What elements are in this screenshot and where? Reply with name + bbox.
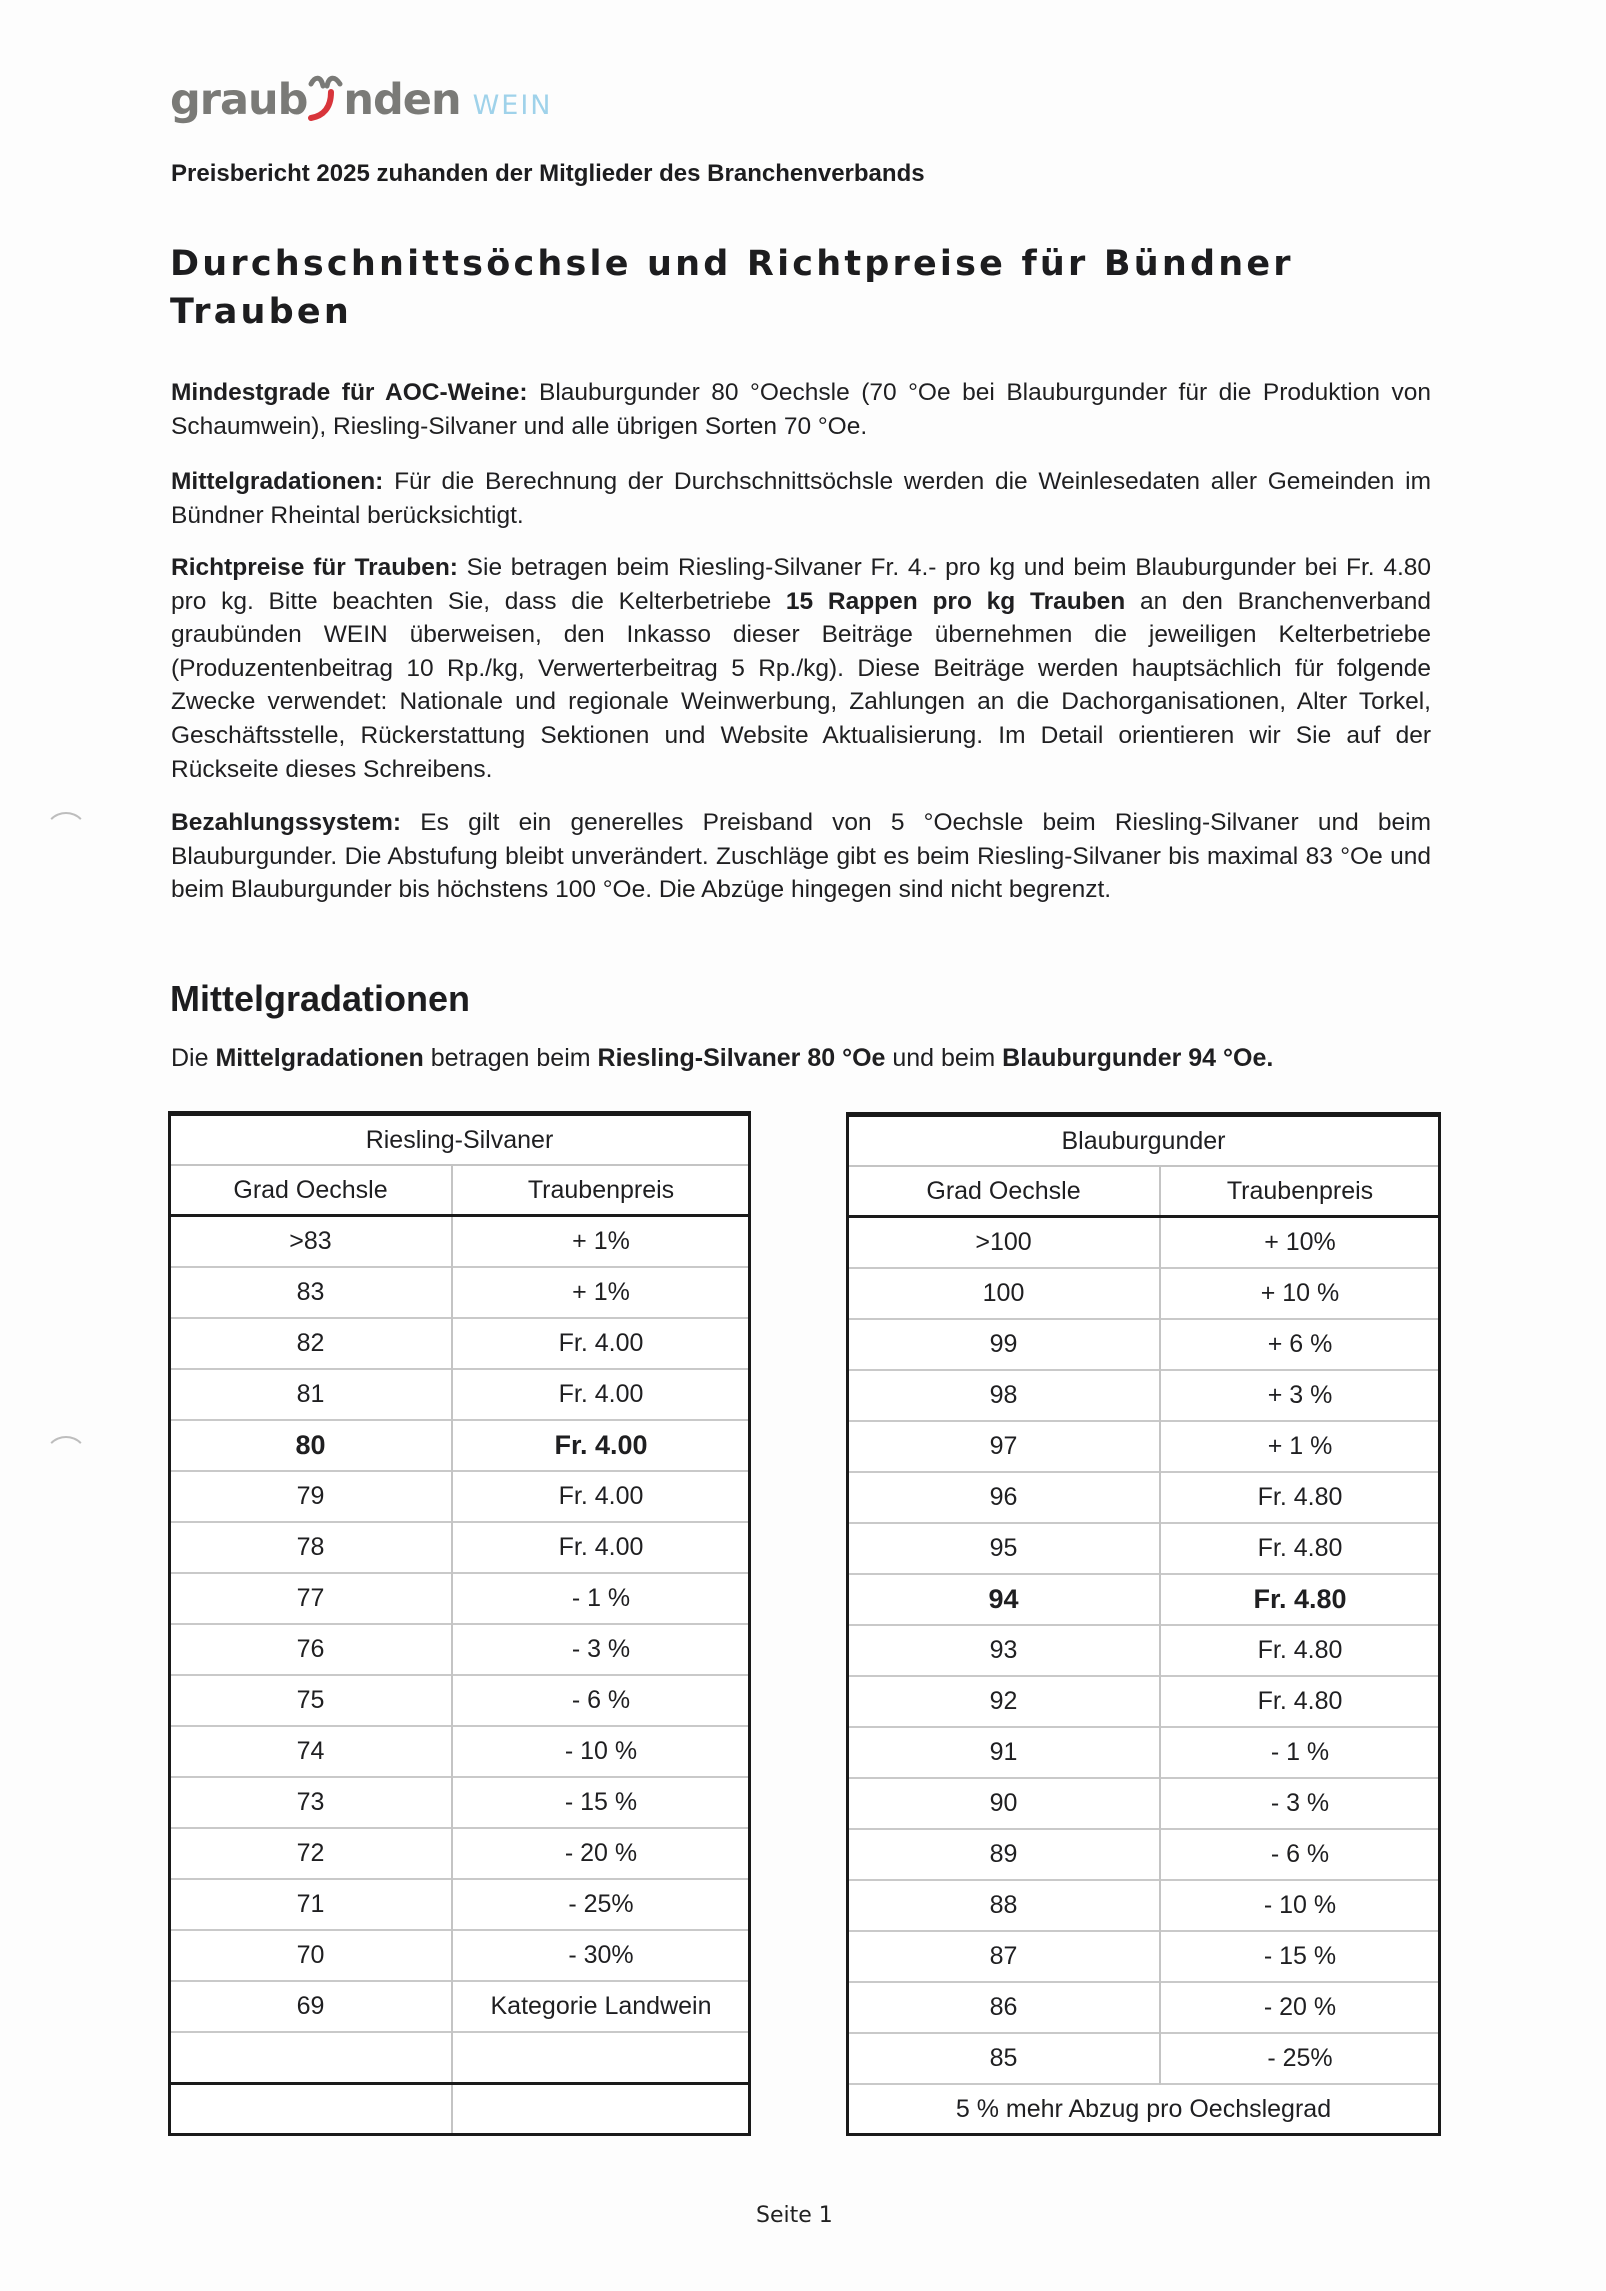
table-row [848, 1574, 1439, 1625]
intro-emphasis: Riesling-Silvaner 80 °Oe [597, 1044, 886, 1072]
traubenpreis-cell: - 15 % [1160, 1931, 1439, 1982]
traubenpreis-cell: + 1% [452, 1216, 749, 1268]
table-row [170, 1777, 749, 1828]
traubenpreis-cell: - 20 % [452, 1828, 749, 1879]
table-body [170, 1216, 749, 2135]
page-title: Durchschnittsöchsle und Richtpreise für Bündner Trauben [170, 244, 1294, 332]
traubenpreis-cell: + 6 % [1160, 1319, 1439, 1370]
table-row [170, 1522, 749, 1573]
table-row [848, 1472, 1439, 1523]
traubenpreis-cell [452, 2032, 749, 2084]
grad-oechsle-cell: 72 [170, 1828, 452, 1879]
paragraph-richtpreise [171, 551, 1431, 786]
grad-oechsle-cell: 69 [170, 1981, 452, 2032]
traubenpreis-cell: Fr. 4.80 [1160, 1574, 1439, 1625]
table-row [170, 1930, 749, 1981]
paragraph-text: Es gilt ein generelles Preisband von 5 °Oechsle beim Riesling-Silvaner und beim Blauburgunder. Die Abstufung bleibt unverändert. Zuschläge gibt es beim Riesling-Silvaner bis maximal 83 °Oe und beim Blauburgunder bis höchstens 100 °Oe. Die Abzüge hingegen sind nicht begrenzt. [171, 809, 1431, 904]
grad-oechsle-cell: 87 [848, 1931, 1160, 1982]
traubenpreis-cell: - 30% [452, 1930, 749, 1981]
table-row [170, 1471, 749, 1522]
paragraph-emphasis: 15 Rappen pro kg Trauben [785, 587, 1126, 615]
traubenpreis-cell: - 10 % [452, 1726, 749, 1777]
table-row [848, 1217, 1439, 1269]
grad-oechsle-cell: 98 [848, 1370, 1160, 1421]
table-row [848, 1523, 1439, 1574]
grad-oechsle-cell: 76 [170, 1624, 452, 1675]
traubenpreis-cell: Fr. 4.00 [452, 1471, 749, 1522]
traubenpreis-cell: Fr. 4.80 [1160, 1676, 1439, 1727]
paragraph-bezahlungssystem [171, 806, 1431, 907]
traubenpreis-cell: Fr. 4.00 [452, 1318, 749, 1369]
intro-text: und beim [885, 1044, 1003, 1072]
grad-oechsle-cell: 97 [848, 1421, 1160, 1472]
grad-oechsle-cell: 80 [170, 1420, 452, 1471]
table-row [848, 1982, 1439, 2033]
traubenpreis-cell: - 20 % [1160, 1982, 1439, 2033]
paragraph-label: Mindestgrade für AOC-Weine: [171, 379, 528, 406]
logo-suffix: WEIN [472, 90, 553, 121]
column-header-grad-oechsle: Grad Oechsle [848, 1166, 1160, 1217]
logo-word-left: graub [170, 75, 308, 125]
intro-emphasis: Mittelgradationen [215, 1044, 424, 1072]
grad-oechsle-cell: 81 [170, 1369, 452, 1420]
grad-oechsle-cell: 92 [848, 1676, 1160, 1727]
table-footnote: 5 % mehr Abzug pro Oechslegrad [848, 2084, 1439, 2134]
logo-u-mark-icon [307, 72, 343, 122]
grad-oechsle-cell: 96 [848, 1472, 1160, 1523]
table-row [170, 1828, 749, 1879]
traubenpreis-cell: - 25% [452, 1879, 749, 1930]
table-row [170, 1369, 749, 1420]
paragraph-label: Mittelgradationen: [171, 468, 384, 495]
table-row [848, 1319, 1439, 1370]
table-row [848, 1778, 1439, 1829]
traubenpreis-cell: - 15 % [452, 1777, 749, 1828]
grad-oechsle-cell: 93 [848, 1625, 1160, 1676]
table-row [848, 1880, 1439, 1931]
table-title: Blauburgunder [848, 1116, 1439, 1167]
table-row [848, 1829, 1439, 1880]
table-row [170, 1726, 749, 1777]
paragraph-text: an den Branchenverband graubünden WEIN überweisen, den Inkasso dieser Beiträge übernehmen die jeweiligen Kelterbetriebe (Produzentenbeitrag 10 Rp./kg, Verwerterbeitrag 5 Rp./kg). Diese Beiträge werden hauptsächlich für folgende Zwecke verwendet: Nationale und regionale Weinwerbung, Zahlungen an die Dachorganisationen, Alter Torkel, Geschäftsstelle, Rückerstattung Sektionen und Website Aktualisierung. Im Detail orientieren wir Sie auf der Rückseite dieses Schreibens. [171, 587, 1431, 783]
section-heading: Mittelgradationen [170, 978, 471, 1019]
traubenpreis-cell: + 10% [1160, 1217, 1439, 1269]
intro-text: betragen beim [423, 1044, 598, 1072]
grad-oechsle-cell: 79 [170, 1471, 452, 1522]
traubenpreis-cell: Fr. 4.00 [452, 1522, 749, 1573]
table-row [170, 1879, 749, 1930]
traubenpreis-cell: - 1 % [1160, 1727, 1439, 1778]
table-row [170, 2032, 749, 2084]
blauburgunder-table [848, 1114, 1439, 2134]
riesling-silvaner-table [170, 1113, 749, 2134]
grad-oechsle-cell: 88 [848, 1880, 1160, 1931]
grad-oechsle-cell: 83 [170, 1267, 452, 1318]
table-title: Riesling-Silvaner [170, 1115, 749, 1166]
grad-oechsle-cell: 82 [170, 1318, 452, 1369]
grad-oechsle-cell: 74 [170, 1726, 452, 1777]
table-row [170, 1267, 749, 1318]
table-row [848, 1268, 1439, 1319]
table-row [848, 1625, 1439, 1676]
grad-oechsle-cell: 90 [848, 1778, 1160, 1829]
traubenpreis-cell: - 10 % [1160, 1880, 1439, 1931]
table-row [848, 1421, 1439, 1472]
table-row [170, 1420, 749, 1471]
paragraph-label: Bezahlungssystem: [171, 809, 402, 836]
traubenpreis-cell: - 1 % [452, 1573, 749, 1624]
table-row [170, 1981, 749, 2032]
table-row [170, 1573, 749, 1624]
table-row [170, 2084, 749, 2135]
paragraph-text: Für die Berechnung der Durchschnittsöchsle werden die Weinlesedaten aller Gemeinden im Bündner Rheintal berücksichtigt. [171, 468, 1431, 529]
grad-oechsle-cell: 73 [170, 1777, 452, 1828]
table-row [170, 1318, 749, 1369]
table-row [848, 1676, 1439, 1727]
traubenpreis-cell: + 3 % [1160, 1370, 1439, 1421]
table-row [848, 1931, 1439, 1982]
traubenpreis-cell: Fr. 4.00 [452, 1369, 749, 1420]
grad-oechsle-cell: 77 [170, 1573, 452, 1624]
traubenpreis-cell: + 1% [452, 1267, 749, 1318]
punch-hole-mark-icon [44, 812, 88, 856]
grad-oechsle-cell: 78 [170, 1522, 452, 1573]
traubenpreis-cell: Fr. 4.00 [452, 1420, 749, 1471]
grad-oechsle-cell: 100 [848, 1268, 1160, 1319]
logo-word-right: nden [343, 75, 461, 125]
paragraph-mittelgradationen [171, 465, 1431, 532]
table-row [170, 1624, 749, 1675]
traubenpreis-cell: Fr. 4.80 [1160, 1625, 1439, 1676]
column-header-traubenpreis: Traubenpreis [1160, 1166, 1439, 1217]
intro-emphasis: Blauburgunder 94 °Oe. [1002, 1044, 1274, 1072]
grad-oechsle-cell: 99 [848, 1319, 1160, 1370]
traubenpreis-cell [452, 2084, 749, 2135]
punch-hole-mark-icon [44, 1436, 88, 1480]
grad-oechsle-cell: 95 [848, 1523, 1160, 1574]
section-intro [171, 1044, 1273, 1073]
grad-oechsle-cell [170, 2032, 452, 2084]
table-row [848, 1727, 1439, 1778]
traubenpreis-cell: - 6 % [452, 1675, 749, 1726]
column-header-grad-oechsle: Grad Oechsle [170, 1165, 452, 1216]
grad-oechsle-cell: 75 [170, 1675, 452, 1726]
grad-oechsle-cell [170, 2084, 452, 2135]
intro-text: Die [171, 1044, 216, 1072]
traubenpreis-cell: Fr. 4.80 [1160, 1472, 1439, 1523]
traubenpreis-cell: - 25% [1160, 2033, 1439, 2084]
traubenpreis-cell: + 10 % [1160, 1268, 1439, 1319]
traubenpreis-cell: + 1 % [1160, 1421, 1439, 1472]
table-row [848, 1370, 1439, 1421]
grad-oechsle-cell: 70 [170, 1930, 452, 1981]
logo [170, 62, 553, 125]
grad-oechsle-cell: 86 [848, 1982, 1160, 2033]
grad-oechsle-cell: 85 [848, 2033, 1160, 2084]
traubenpreis-cell: Fr. 4.80 [1160, 1523, 1439, 1574]
traubenpreis-cell: - 6 % [1160, 1829, 1439, 1880]
page-number: Seite 1 [756, 2203, 833, 2228]
table-row [848, 2033, 1439, 2084]
grad-oechsle-cell: 94 [848, 1574, 1160, 1625]
grad-oechsle-cell: 89 [848, 1829, 1160, 1880]
grad-oechsle-cell: 91 [848, 1727, 1160, 1778]
grad-oechsle-cell: >83 [170, 1216, 452, 1268]
traubenpreis-cell: - 3 % [452, 1624, 749, 1675]
paragraph-mindestgrade [171, 376, 1431, 443]
traubenpreis-cell: Kategorie Landwein [452, 1981, 749, 2032]
paragraph-text: Sie betragen beim Riesling-Silvaner Fr. 4.- pro kg und beim Blauburgunder bei Fr. 4.80 pro kg. Bitte beachten Sie, dass die Kelterbetriebe [171, 554, 1431, 615]
traubenpreis-cell: - 3 % [1160, 1778, 1439, 1829]
paragraph-text: Blauburgunder 80 °Oechsle (70 °Oe bei Blauburgunder für die Produktion von Schaumwein), Riesling-Silvaner und alle übrigen Sorten 70 °Oe. [171, 379, 1431, 440]
table-body [848, 1217, 1439, 2085]
column-header-traubenpreis: Traubenpreis [452, 1165, 749, 1216]
table-row [170, 1675, 749, 1726]
table-row [170, 1216, 749, 1268]
grad-oechsle-cell: >100 [848, 1217, 1160, 1269]
grad-oechsle-cell: 71 [170, 1879, 452, 1930]
paragraph-label: Richtpreise für Trauben: [171, 554, 458, 581]
report-subtitle: Preisbericht 2025 zuhanden der Mitglieder des Branchenverbands [171, 160, 925, 187]
